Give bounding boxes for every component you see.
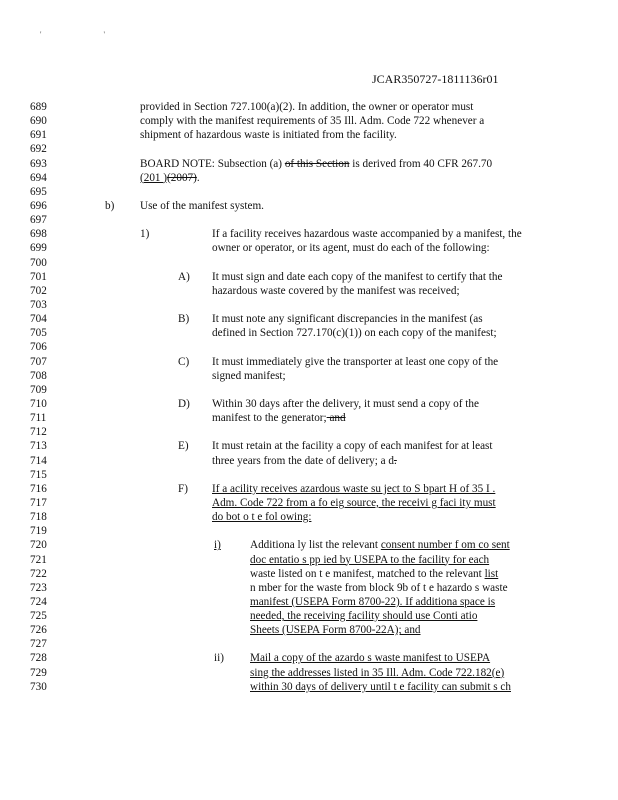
line-text <box>212 227 522 241</box>
text-line <box>0 241 618 255</box>
line-text <box>250 538 510 552</box>
line-text <box>212 482 495 496</box>
line-text <box>140 100 473 114</box>
text-segment: owner or operator, or its agent, must do each of the following: <box>212 242 490 255</box>
text-line <box>0 666 618 680</box>
text-line <box>0 425 618 439</box>
list-marker: i) <box>214 539 221 552</box>
text-line <box>0 609 618 623</box>
line-text <box>250 623 421 637</box>
line-number: 695 <box>30 185 47 198</box>
struck-text: . <box>394 454 397 467</box>
text-line <box>0 510 618 524</box>
text-segment: Use of the manifest system. <box>140 199 264 212</box>
line-number: 717 <box>30 496 47 509</box>
line-text <box>212 284 460 298</box>
line-number: 711 <box>30 412 47 425</box>
text-line <box>0 538 618 552</box>
struck-text: and <box>326 412 346 425</box>
text-line <box>0 397 618 411</box>
line-text <box>212 326 497 340</box>
text-segment: . <box>196 171 200 184</box>
line-number: 703 <box>30 298 47 311</box>
inserted-text: Adm. Code 722 from a fo eig source, the receivi g faci ity must <box>212 496 496 509</box>
text-line <box>0 114 618 128</box>
text-line <box>0 185 618 199</box>
text-segment: hazardous waste covered by the manifest was received; <box>212 284 460 297</box>
line-number: 721 <box>30 553 47 566</box>
line-text <box>250 651 490 665</box>
line-number: 693 <box>30 157 47 170</box>
line-text <box>212 439 493 453</box>
list-marker: 1) <box>140 228 150 241</box>
line-text <box>212 312 483 326</box>
text-segment: manifest to the generator; <box>212 412 327 425</box>
list-marker: ii) <box>214 652 224 665</box>
text-segment: It must immediately give the transporter at least one copy of the <box>212 355 499 368</box>
text-segment: shipment of hazardous waste is initiated from the facility. <box>140 129 397 142</box>
line-number: 694 <box>30 171 47 184</box>
line-number: 691 <box>30 129 47 142</box>
line-text <box>250 609 477 623</box>
line-number: 705 <box>30 327 47 340</box>
list-marker: C) <box>178 355 190 368</box>
text-line <box>0 468 618 482</box>
line-number: 700 <box>30 256 47 269</box>
line-number: 699 <box>30 242 47 255</box>
line-number: 696 <box>30 199 47 212</box>
line-text <box>250 680 511 694</box>
line-number: 710 <box>30 397 47 410</box>
inserted-text: If a acility receives azardous waste su ject to S bpart H of 35 I . <box>212 482 496 495</box>
line-number: 718 <box>30 511 47 524</box>
text-segment: defined in Section 727.170(c)(1)) on each copy of the manifest; <box>212 327 497 340</box>
line-text <box>140 114 484 128</box>
inserted-text: needed, the receiving facility should use Conti atio <box>250 610 478 623</box>
line-number: 719 <box>30 525 47 538</box>
list-marker: F) <box>178 482 188 495</box>
text-line <box>0 340 618 354</box>
inserted-text: manifest (USEPA Form 8700-22). If additiona space is <box>250 595 496 608</box>
text-line <box>0 439 618 453</box>
line-number: 728 <box>30 652 47 665</box>
inserted-text: within 30 days of delivery until t e facility can submit s ch <box>250 680 511 693</box>
text-line <box>0 454 618 468</box>
line-number: 729 <box>30 666 47 679</box>
inserted-text: (201 ) <box>140 171 168 184</box>
text-line <box>0 128 618 142</box>
line-text <box>212 241 490 255</box>
line-number: 709 <box>30 383 47 396</box>
inserted-text: doc entatio s pp ied by USEPA to the facility for each <box>250 553 490 566</box>
line-number: 704 <box>30 313 47 326</box>
line-number: 708 <box>30 369 47 382</box>
text-line <box>0 171 618 185</box>
inserted-text: list <box>484 567 499 580</box>
line-number: 713 <box>30 440 47 453</box>
line-number: 722 <box>30 567 47 580</box>
line-text <box>212 369 286 383</box>
text-line <box>0 199 618 213</box>
line-number: 727 <box>30 638 47 651</box>
text-segment: n mber for the waste from block 9b of t e hazardo s waste <box>250 581 508 594</box>
line-text <box>212 510 311 524</box>
line-number: 701 <box>30 270 47 283</box>
text-segment: comply with the manifest requirements of 35 Ill. Adm. Code 722 whenever a <box>140 115 485 128</box>
line-number: 730 <box>30 680 47 693</box>
line-text <box>212 411 346 425</box>
text-line <box>0 270 618 284</box>
line-number: 725 <box>30 610 47 623</box>
struck-text: of this Section <box>284 157 350 170</box>
text-line <box>0 383 618 397</box>
corner-marks: ' ' <box>40 30 135 39</box>
text-segment: Within 30 days after the delivery, it must send a copy of the <box>212 397 479 410</box>
line-number: 702 <box>30 284 47 297</box>
list-marker: b) <box>105 199 115 212</box>
text-line <box>0 355 618 369</box>
line-number: 724 <box>30 595 47 608</box>
line-number: 707 <box>30 355 47 368</box>
text-line <box>0 637 618 651</box>
line-number: 712 <box>30 426 47 439</box>
text-line <box>0 482 618 496</box>
document-body <box>0 100 618 694</box>
text-segment: provided in Section 727.100(a)(2). In addition, the owner or operator must <box>140 101 474 113</box>
line-number: 690 <box>30 115 47 128</box>
text-segment: three years from the date of delivery; a d <box>212 454 395 467</box>
list-marker: B) <box>178 313 190 326</box>
inserted-text: consent number f om co sent <box>380 539 510 552</box>
inserted-text: sing the addresses listed in 35 Ill. Adm. Code 722.182(e) <box>250 666 505 679</box>
text-line <box>0 623 618 637</box>
text-line <box>0 680 618 694</box>
line-number: 689 <box>30 101 47 113</box>
text-segment: It must retain at the facility a copy of each manifest for at least <box>212 440 493 453</box>
line-number: 720 <box>30 539 47 552</box>
text-segment: If a facility receives hazardous waste accompanied by a manifest, the <box>212 228 522 241</box>
line-number: 715 <box>30 468 47 481</box>
line-text <box>212 397 479 411</box>
inserted-text: do bot o t e fol owing: <box>212 511 312 524</box>
line-text <box>140 199 264 213</box>
inserted-text: Mail a copy of the azardo s waste manifest to USEPA <box>250 652 491 665</box>
text-line <box>0 213 618 227</box>
list-marker: D) <box>178 397 190 410</box>
inserted-text: Sheets (USEPA Form 8700-22A); and <box>250 624 421 637</box>
line-number: 706 <box>30 341 47 354</box>
text-line <box>0 227 618 241</box>
text-line <box>0 411 618 425</box>
text-line <box>0 581 618 595</box>
text-segment: It must sign and date each copy of the manifest to certify that the <box>212 270 503 283</box>
text-segment: signed manifest; <box>212 369 286 382</box>
text-line <box>0 142 618 156</box>
line-number: 723 <box>30 581 47 594</box>
text-segment: Additiona ly list the relevant <box>250 539 381 552</box>
text-segment: is derived from 40 CFR 267.70 <box>349 157 493 170</box>
line-number: 716 <box>30 482 47 495</box>
text-line <box>0 256 618 270</box>
line-text <box>212 270 502 284</box>
line-text <box>212 355 498 369</box>
text-line <box>0 567 618 581</box>
line-text <box>212 454 397 468</box>
line-text <box>140 128 397 142</box>
text-segment: It must note any significant discrepancies in the manifest (as <box>212 313 483 326</box>
text-line <box>0 553 618 567</box>
text-line <box>0 100 618 114</box>
line-text <box>140 157 492 171</box>
line-text <box>250 553 489 567</box>
line-number: 698 <box>30 228 47 241</box>
list-marker: A) <box>178 270 190 283</box>
line-text <box>250 595 495 609</box>
text-line <box>0 595 618 609</box>
line-number: 697 <box>30 214 47 227</box>
text-line <box>0 369 618 383</box>
text-line <box>0 298 618 312</box>
line-text <box>140 171 200 185</box>
line-number: 726 <box>30 624 47 637</box>
line-number: 714 <box>30 454 47 467</box>
line-text <box>250 666 504 680</box>
document-id: JCAR350727-1811136r01 <box>372 72 499 86</box>
text-line <box>0 326 618 340</box>
line-text <box>250 567 498 581</box>
text-segment: BOARD NOTE: Subsection (a) <box>140 157 285 170</box>
list-marker: E) <box>178 440 189 453</box>
line-text <box>250 581 508 595</box>
text-segment: waste listed on t e manifest, matched to the relevant <box>250 567 485 580</box>
line-text <box>212 496 496 510</box>
text-line <box>0 651 618 665</box>
text-line <box>0 524 618 538</box>
text-line <box>0 157 618 171</box>
line-number: 692 <box>30 143 47 156</box>
struck-text: (2007) <box>167 171 197 184</box>
text-line <box>0 312 618 326</box>
text-line <box>0 284 618 298</box>
text-line <box>0 496 618 510</box>
